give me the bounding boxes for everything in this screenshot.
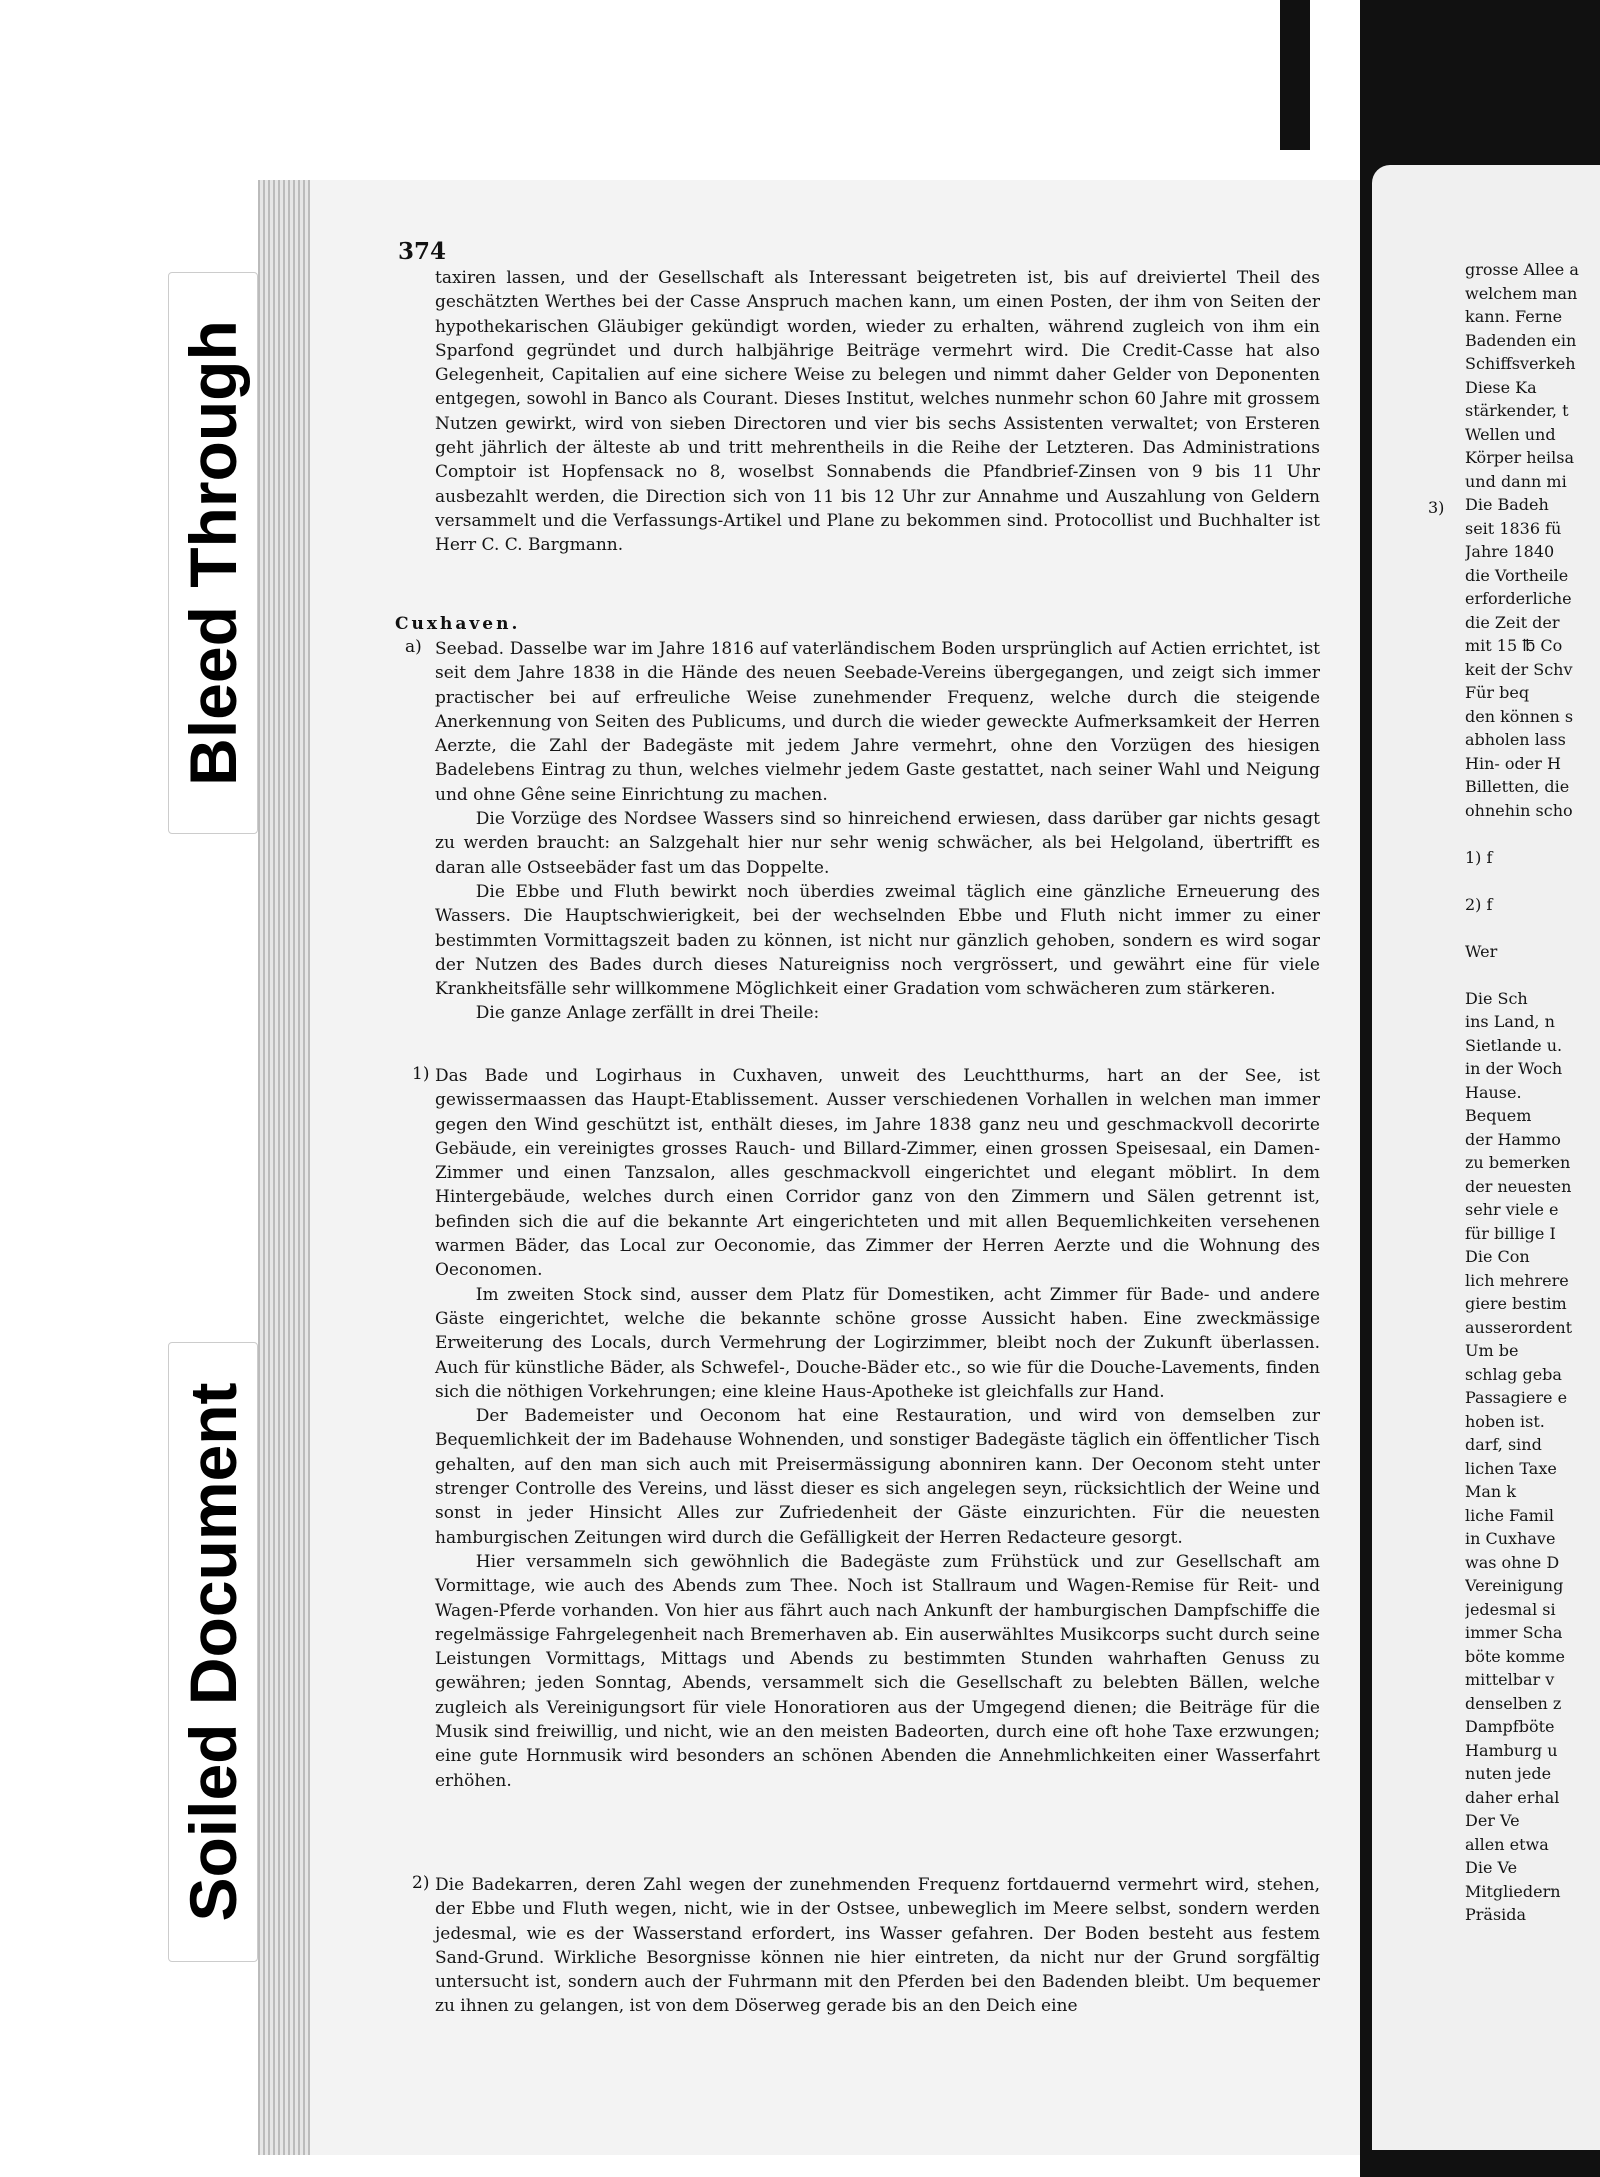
section-mark-2: 2) <box>412 1873 430 1893</box>
right-page-line: Für beq <box>1465 683 1530 702</box>
right-page-line: Jahre 1840 <box>1465 542 1555 561</box>
left-page-text <box>435 266 1320 558</box>
right-page-line: in Cuxhave <box>1465 1529 1556 1548</box>
right-page-line: Sietlande u. <box>1465 1035 1563 1055</box>
right-page-line: Die Badeh <box>1465 495 1549 514</box>
section-mark-1: 1) <box>412 1064 430 1084</box>
section-mark-a: a) <box>405 637 422 657</box>
bleed-through-label <box>168 272 258 834</box>
right-page-line: stärkender, t <box>1465 401 1569 420</box>
right-page-line: liche Famil <box>1465 1505 1555 1525</box>
right-page-line <box>1465 822 1600 846</box>
page-edge <box>258 180 310 2155</box>
right-page-line: Diese Ka <box>1465 377 1537 397</box>
soiled-document-label <box>168 1342 258 1962</box>
right-page-line: für billige I <box>1465 1223 1556 1243</box>
right-page-line: welchem man <box>1465 283 1578 303</box>
right-page-line: erforderliche <box>1465 589 1572 608</box>
right-page-line: und dann mi <box>1465 471 1567 491</box>
right-page-line: Die Con <box>1465 1247 1530 1266</box>
paragraph-seebad: Seebad. Dasselbe war im Jahre 1816 auf vaterländischem Boden ursprünglich auf Actien errichtet, ist seit dem Jahre 1838 in die Hände des neuen Seebade-Vereins übergegangen, und zeigt sich immer practischer bei auf erfreuliche Weise zunehmender Frequenz, welche durch die steigende Anerkennung von Seiten des Publicums, und durch die wieder geweckte Aufmerksamkeit der Herren Aerzte, die Zahl der Badegäste mit jedem Jahre vermehrt, ohne den Vorzügen des hiesigen Badelebens Eintrag zu thun, welches vielmehr jedem Gaste gestattet, nach seiner Wahl und Neigung und ohne Gêne seine Einrichtung zu machen. <box>435 639 1320 805</box>
right-page-line: Dampfböte <box>1465 1717 1555 1736</box>
right-page-line: Schiffsverkeh <box>1465 354 1576 373</box>
right-page-text <box>1465 258 1600 1927</box>
right-page-line: Hause. <box>1465 1082 1522 1102</box>
right-page-line: die Vortheile <box>1465 565 1569 585</box>
right-page-line: Präsida <box>1465 1905 1527 1924</box>
right-page-line: Die Ve <box>1465 1858 1518 1877</box>
right-page-line: die Zeit der <box>1465 612 1560 632</box>
paragraph-bademeister: Der Bademeister und Oeconom hat eine Restauration, und wird von demselben zur Bequemlichkeit der im Badehause Wohnenden, und sonstiger Badegäste täglich ein öffentlicher Tisch gehalten, auf den man sich auch mit Preisermässigung abonniren kann. Der Oeconom steht unter strenger Controlle des Vereins, und lässt dieser es sich angelegen seyn, rücksichtlich der Weine und sonst in jeder Hinsicht Alles zur Zufriedenheit der Gäste einzurichten. Für die neuesten hamburgischen Zeitungen wird durch die Gefälligkeit der Herren Redacteure gesorgt. <box>435 1406 1320 1548</box>
right-page-line: Billetten, die <box>1465 777 1570 796</box>
page-number: 374 <box>398 238 447 265</box>
right-page-line: seit 1836 fü <box>1465 518 1562 538</box>
right-page-line: schlag geba <box>1465 1364 1562 1384</box>
paragraph-versammeln: Hier versammeln sich gewöhnlich die Badegäste zum Frühstück und zur Gesellschaft am Vormittage, wie auch des Abends zum Thee. Noch ist Stallraum und Wagen-Remise für Reit- und Wagen-Pferde vorhanden. Von hier aus fährt auch nach Ankunft der hamburgischen Dampfschiffe die regelmässige Fahrgelegenheit nach Bremerhaven ab. Ein auserwähltes Musikcorps sucht durch seine Leistungen Vormittags, Mittags und Abends zu bestimmten Stunden wahrhaften Genuss zu gewähren; jeden Sonntag, Abends, versammelt sich die Gesellschaft zu belebten Bällen, welche zugleich als Vereinigungsort für viele Honoratioren aus der Umgegend dienen; die Beiträge für die Musik sind freiwillig, und nicht, wie an den meisten Badeorten, durch eine oft hohe Taxe erzwungen; eine gute Hornmusik wird besonders an schönen Abenden die Annehmlichkeiten einer Wasserfahrt erhöhen. <box>435 1551 1320 1791</box>
right-page-line: nuten jede <box>1465 1764 1552 1783</box>
section-heading-cuxhaven: Cuxhaven. <box>395 614 521 634</box>
right-page-line: grosse Allee a <box>1465 260 1579 279</box>
right-page-line: lichen Taxe <box>1465 1458 1557 1478</box>
right-page-line: Bequem <box>1465 1106 1532 1125</box>
binding-strip <box>1280 0 1310 150</box>
right-page-line: mittelbar v <box>1465 1670 1555 1689</box>
right-page-line: jedesmal si <box>1465 1599 1556 1619</box>
right-page-line: ins Land, n <box>1465 1012 1555 1031</box>
paragraph-badekarren: Die Badekarren, deren Zahl wegen der zunehmenden Frequenz fortdauernd vermehrt wird, stehen, der Ebbe und Fluth wegen, nicht, wie in der Ostsee, unbeweglich im Meere selbst, sondern werden jedesmal, wie es der Wasserstand erfordert, ins Wasser gefahren. Der Boden besteht aus festem Sand-Grund. Wirkliche Besorgnisse können nie hier eintreten, da nicht nur der Grund sorgfältig untersucht ist, sondern auch der Fuhrmann mit den Pferden bei den Badenden bleibt. Um bequemer zu ihnen zu gelangen, ist von dem Döserweg gerade bis an den Deich eine <box>435 1875 1320 2017</box>
right-page-line: denselben z <box>1465 1693 1562 1713</box>
right-page-line: 1) f <box>1465 847 1493 867</box>
left-page-text-seebad <box>435 637 1320 1026</box>
right-page-line: ausserordent <box>1465 1317 1573 1337</box>
soiled-document-text: Soiled Document <box>176 1382 250 1922</box>
right-page-line: hoben ist. <box>1465 1411 1545 1431</box>
right-page-line: immer Scha <box>1465 1623 1563 1642</box>
right-page-line: ohnehin scho <box>1465 800 1573 820</box>
right-page-line: was ohne D <box>1465 1552 1560 1572</box>
right-page-line: den können s <box>1465 706 1574 726</box>
paragraph-zweiter-stock: Im zweiten Stock sind, ausser dem Platz für Domestiken, acht Zimmer für Bade- und andere Gäste eingerichtet, welche die bekannte schöne grosse Aussicht haben. Eine zweckmässige Erweiterung des Locals, durch Vermehrung der Logirzimmer, bleibt noch der Zukunft überlassen. Auch für künstliche Bäder, als Schwefel-, Douche-Bäder etc., so wie für die Douche-Lavements, finden sich die nöthigen Vorkehrungen; eine kleine Haus-Apotheke ist gleichfalls zur Hand. <box>435 1284 1320 1402</box>
right-page-line: sehr viele e <box>1465 1200 1559 1219</box>
paragraph-credit-casse: taxiren lassen, und der Gesellschaft als Interessant beigetreten ist, bis auf dreiviertel Theil des geschätzten Werthes bei der Casse Anspruch machen kann, um einen Posten, der ihm von Seiten der hypothekarischen Gläubiger gekündigt worden, wieder zu erhalten, während zugleich von ihm ein Sparfond gegründet und durch halbjährige Beiträge vermehrt wird. Die Credit-Casse hat also Gelegenheit, Capitalien auf eine sichere Weise zu belegen und nimmt daher Gelder von Deponenten entgegen, sowohl in Banco als Courant. Dieses Institut, welches nunmehr schon 60 Jahre mit grossem Nutzen gewirkt, wird von sieben Directoren und vier bis sechs Assistenten verwaltet; von Ersteren geht jährlich der älteste ab und tritt mehrentheils in die Reihe der Letzteren. Das Administrations Comptoir ist Hopfensack no 8, woselbst Sonnabends die Pfandbrief-Zinsen von 9 bis 11 Uhr ausbezahlt werden, die Direction sich von 11 bis 12 Uhr zur Annahme und Auszahlung von Geldern versammelt und die Verfassungs-Artikel und Plane zu bekommen sind. Protocollist und Buchhalter ist Herr C. C. Bargmann. <box>435 268 1320 556</box>
right-page-line: Hin- oder H <box>1465 753 1561 773</box>
right-page-line: Wellen und <box>1465 424 1556 444</box>
right-page-line <box>1465 916 1600 940</box>
right-page-line: Um be <box>1465 1341 1519 1360</box>
right-page-line: daher erhal <box>1465 1787 1560 1807</box>
right-page-line: darf, sind <box>1465 1435 1542 1454</box>
right-page-line: Die Sch <box>1465 988 1528 1008</box>
right-page-line: Badenden ein <box>1465 330 1577 350</box>
right-page-line <box>1465 963 1600 987</box>
right-page-line: Man k <box>1465 1482 1517 1501</box>
paragraph-badehaus: Das Bade und Logirhaus in Cuxhaven, unweit des Leuchtthurms, hart an der See, ist gewissermaassen das Haupt-Etablissement. Ausser verschiedenen Vorhallen in welchen man immer gegen den Wind geschützt ist, enthält dieses, im Jahre 1838 ganz neu und geschmackvoll decorirte Gebäude, ein vereinigtes grosses Rauch- und Billard-Zimmer, einen grossen Speisesaal, ein Damen-Zimmer und einen Tanzsalon, alles geschmackvoll eingerichtet und elegant möblirt. In dem Hintergebäude, welches durch einen Corridor ganz von den Zimmern und Sälen getrennt ist, befinden sich die auf die bekannte Art eingerichteten und mit allen Bequemlichkeiten versehenen warmen Bäder, das Local zur Oeconomie, das Zimmer der Herren Aerzte und die Wohnung des Oeconomen. <box>435 1066 1320 1281</box>
right-page-line: Mitgliedern <box>1465 1881 1561 1901</box>
right-page-line: Passagiere e <box>1465 1388 1568 1407</box>
right-mark-3: 3) <box>1428 498 1445 517</box>
right-page-line: Vereinigung <box>1465 1576 1564 1595</box>
paragraph-nordsee: Die Vorzüge des Nordsee Wassers sind so hinreichend erwiesen, dass darüber gar nichts gesagt zu werden braucht: an Salzgehalt hier nur sehr wenig schwächer, als bei Helgoland, übertrifft es daran alle Ostseebäder fast um das Doppelte. <box>435 809 1320 878</box>
right-page-line: lich mehrere <box>1465 1270 1569 1290</box>
right-page-line: Der Ve <box>1465 1811 1520 1830</box>
right-page-line: zu bemerken <box>1465 1153 1571 1172</box>
right-page-line: Wer <box>1465 941 1498 961</box>
paragraph-ebbe-fluth: Die Ebbe und Fluth bewirkt noch überdies zweimal täglich eine gänzliche Erneuerung des Wassers. Die Hauptschwierigkeit, bei der wechselnden Ebbe und Fluth nicht immer zu einer bestimmten Vormittagszeit baden zu können, ist nicht nur gänzlich gehoben, sondern es wird sogar der Nutzen des Bades durch dieses Natureigniss noch vergrössert, und gewährt eine für viele Krankheitsfälle sehr willkommene Möglichkeit einer Gradation vom schwächeren zum stärkeren. <box>435 881 1320 1000</box>
right-page-line: der neuesten <box>1465 1176 1572 1196</box>
right-page-line: böte komme <box>1465 1646 1565 1666</box>
right-page-line: mit 15 ℔ Co <box>1465 636 1563 655</box>
bleed-through-text: Bleed Through <box>176 320 250 786</box>
right-page-line: keit der Schv <box>1465 659 1573 679</box>
right-page-line: in der Woch <box>1465 1059 1563 1078</box>
right-page-line: der Hammo <box>1465 1129 1561 1149</box>
right-page-line: giere bestim <box>1465 1294 1567 1313</box>
paragraph-anlage: Die ganze Anlage zerfällt in drei Theile: <box>475 1003 820 1024</box>
right-page-line: Hamburg u <box>1465 1740 1558 1760</box>
left-page-text-badekarren <box>435 1873 1320 2019</box>
right-page-line: abholen lass <box>1465 730 1566 749</box>
right-page-line: 2) f <box>1465 894 1493 914</box>
left-page-text-badehaus <box>435 1064 1320 1793</box>
right-page-line: allen etwa <box>1465 1834 1549 1854</box>
right-page-line <box>1465 869 1600 893</box>
right-page-line: Körper heilsa <box>1465 448 1575 467</box>
right-page-line: kann. Ferne <box>1465 307 1563 326</box>
